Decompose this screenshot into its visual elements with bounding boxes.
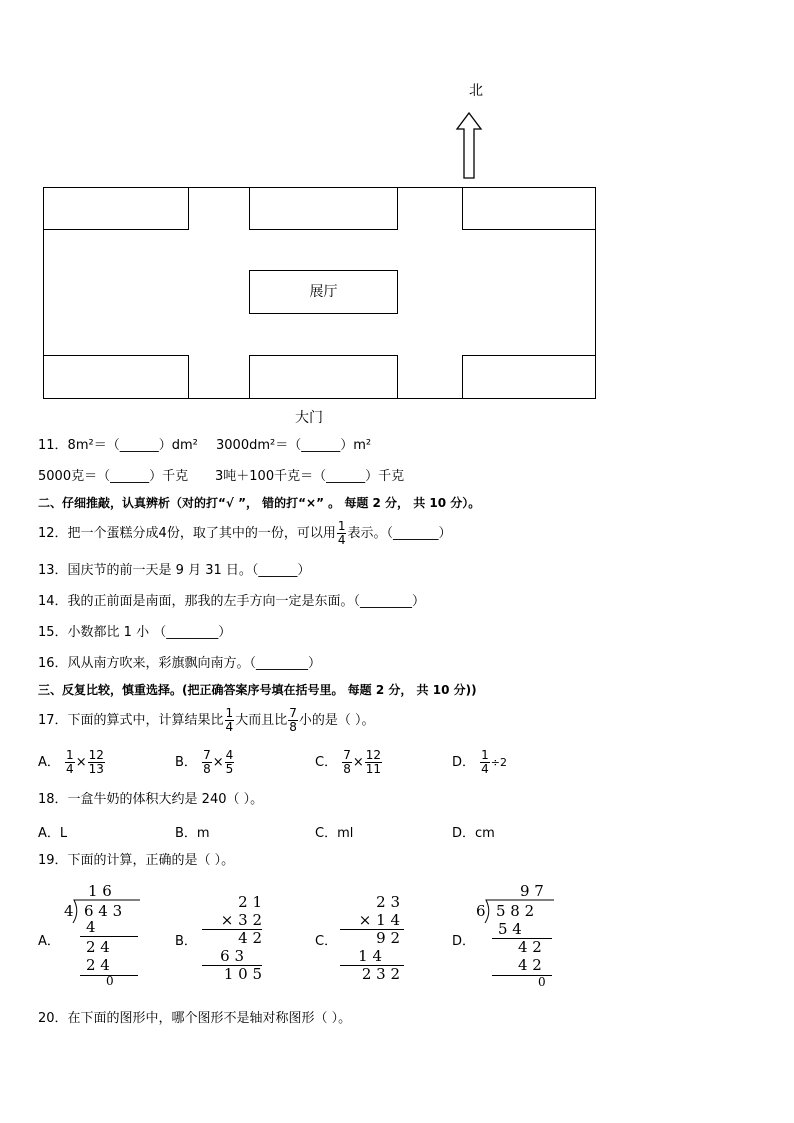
q19-option-d-division: 9 7 6 5 8 2 5 4 4 2 4 2 0 — [474, 882, 564, 992]
q12-text-pre: 12．把一个蛋糕分成4份，取了其中的一份，可以用 — [38, 526, 336, 541]
q17-text-post: 小的是（ ）。 — [298, 713, 375, 728]
question-14: 14．我的正前面是南面，那我的左手方向一定是东面。（________） — [38, 594, 426, 609]
question-16: 16．风从南方吹来，彩旗飘向南方。（________） — [38, 656, 322, 671]
q19-option-d-letter[interactable]: D． — [452, 934, 476, 949]
q18-option-a[interactable]: A．L — [38, 826, 68, 841]
q18-option-c[interactable]: C．ml — [315, 826, 354, 841]
q19-option-a-division: 1 6 4 6 4 3 4 2 4 2 4 0 — [62, 880, 152, 990]
north-arrow-icon — [455, 112, 483, 180]
q11-line2a: 5000克＝（______）千克 — [38, 469, 189, 484]
fraction-one-quarter: $\frac{1}{4}$ — [337, 519, 346, 547]
q17-text-pre: 17．下面的算式中，计算结果比 — [38, 713, 224, 728]
q12-text-post: 表示。（_______） — [347, 526, 452, 541]
campus-map — [0, 0, 794, 430]
question-17 — [38, 701, 374, 741]
gate-label: 大门 — [295, 410, 323, 426]
q17-option-d[interactable]: D． $\frac{1}{4}$ ÷2 — [452, 748, 508, 776]
section-3-heading: 三、反复比较，慎重选择。(把正确答案序号填在括号里。 每题 2 分， 共 10 分)) — [38, 683, 477, 697]
building-bottom-left — [43, 355, 189, 399]
section-2-heading: 二、仔细推敲，认真辨析（对的打“√ ”， 错的打“×” 。 每题 2 分， 共 10 分）。 — [38, 496, 481, 510]
q17-option-b[interactable]: B． $\frac{7}{8}$ × $\frac{4}{5}$ — [175, 748, 234, 776]
q17-option-a[interactable]: A． $\frac{1}{4}$ × $\frac{12}{13}$ — [38, 748, 104, 776]
fraction-seven-eighths: $\frac{7}{8}$ — [289, 706, 297, 734]
building-top-middle — [249, 187, 398, 230]
question-19: 19．下面的计算，正确的是（ ）。 — [38, 853, 235, 868]
q18-option-b[interactable]: B．m — [175, 826, 210, 841]
q19-option-c-multiplication: 2 3 × 1 4 9 2 1 4 2 3 2 — [336, 893, 408, 988]
q11-line1b: 3000dm²＝（______）m² — [216, 438, 372, 453]
fraction-one-quarter: $\frac{1}{4}$ — [225, 706, 234, 734]
question-15: 15．小数都比 1 小 （________） — [38, 625, 232, 640]
question-12 — [38, 514, 451, 554]
q11-line2b: 3吨＋100千克＝（______）千克 — [215, 469, 405, 484]
q19-option-b-multiplication: 2 1 × 3 2 4 2 6 3 1 0 5 — [198, 893, 270, 988]
building-top-left — [43, 187, 189, 230]
exhibition-hall — [249, 270, 398, 314]
question-13: 13．国庆节的前一天是 9 月 31 日。（______） — [38, 563, 311, 578]
question-18: 18．一盒牛奶的体积大约是 240（ ）。 — [38, 792, 264, 807]
q17-option-c[interactable]: C． $\frac{7}{8}$ × $\frac{12}{11}$ — [315, 748, 382, 776]
building-top-right — [462, 187, 596, 230]
north-label: 北 — [469, 83, 483, 99]
q17-text-mid: 大而且比 — [235, 713, 288, 728]
q19-option-b-letter[interactable]: B． — [175, 934, 197, 949]
q19-option-c-letter[interactable]: C． — [315, 934, 338, 949]
building-bottom-middle — [249, 355, 398, 399]
q19-option-a-letter[interactable]: A． — [38, 934, 60, 949]
question-20: 20．在下面的图形中，哪个图形不是轴对称图形（ ）。 — [38, 1011, 352, 1026]
q18-option-d[interactable]: D．cm — [452, 826, 495, 841]
hall-label: 展厅 — [309, 284, 338, 300]
q11-line1a: 11．8m²＝（______）dm² — [38, 438, 198, 453]
building-bottom-right — [462, 355, 596, 399]
